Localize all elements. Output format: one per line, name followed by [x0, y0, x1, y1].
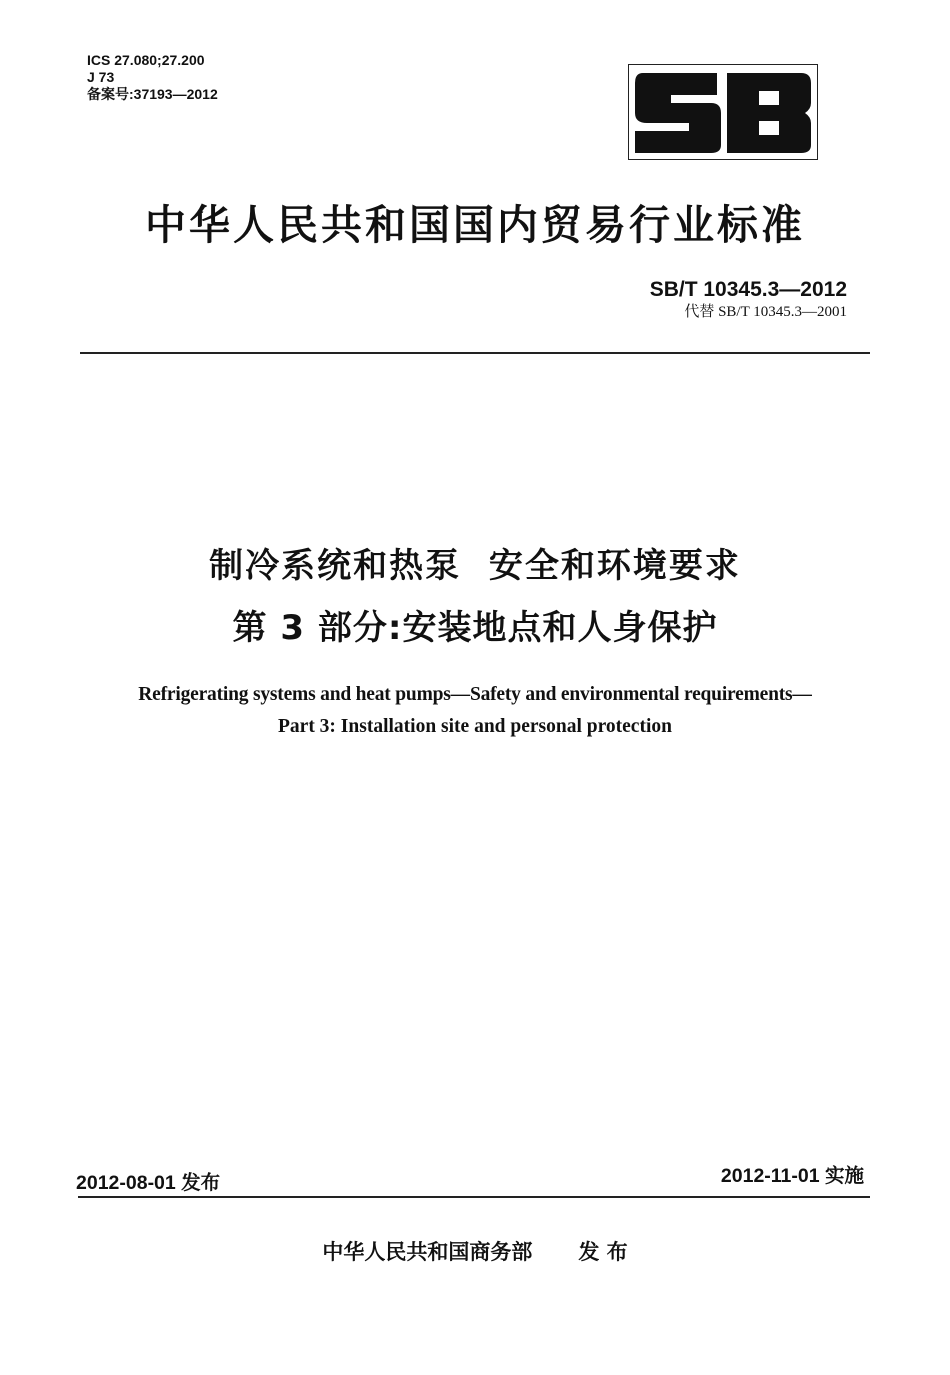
- sb-standard-logo: [628, 64, 818, 160]
- logo-letter-b: [727, 73, 811, 153]
- chinese-title-line-2: 第 3 部分:安装地点和人身保护: [232, 608, 718, 648]
- standard-number: SB/T 10345.3—2012: [649, 278, 847, 301]
- english-title-line-1: Refrigerating systems and heat pumps—Safety and environmental requirements—: [138, 684, 812, 705]
- issuer-line: [0, 1236, 950, 1266]
- replaces-standard: 代替 SB/T 10345.3—2001: [684, 304, 847, 320]
- implementation-date: 2012-11-01 实施: [720, 1165, 864, 1187]
- ics-code: ICS 27.080;27.200: [87, 52, 205, 68]
- english-title-line-2: Part 3: Installation site and personal protection: [278, 716, 672, 737]
- document-metadata: [87, 52, 218, 103]
- issuer-name: 中华人民共和国商务部: [322, 1240, 533, 1264]
- publication-date: 2012-08-01 发布: [76, 1172, 221, 1194]
- issuer-action: 发 布: [578, 1240, 628, 1264]
- chinese-title-line-1: 制冷系统和热泵 安全和环境要求: [209, 546, 741, 586]
- ccs-code: J 73: [87, 69, 115, 85]
- sb-logo-icon: [629, 65, 817, 159]
- footer-divider: [78, 1196, 870, 1198]
- logo-letter-s: [635, 73, 721, 153]
- header-divider: [80, 352, 870, 354]
- record-number: 备案号:37193—2012: [87, 86, 218, 102]
- issuing-standard-category: 中华人民共和国国内贸易行业标准: [145, 201, 805, 249]
